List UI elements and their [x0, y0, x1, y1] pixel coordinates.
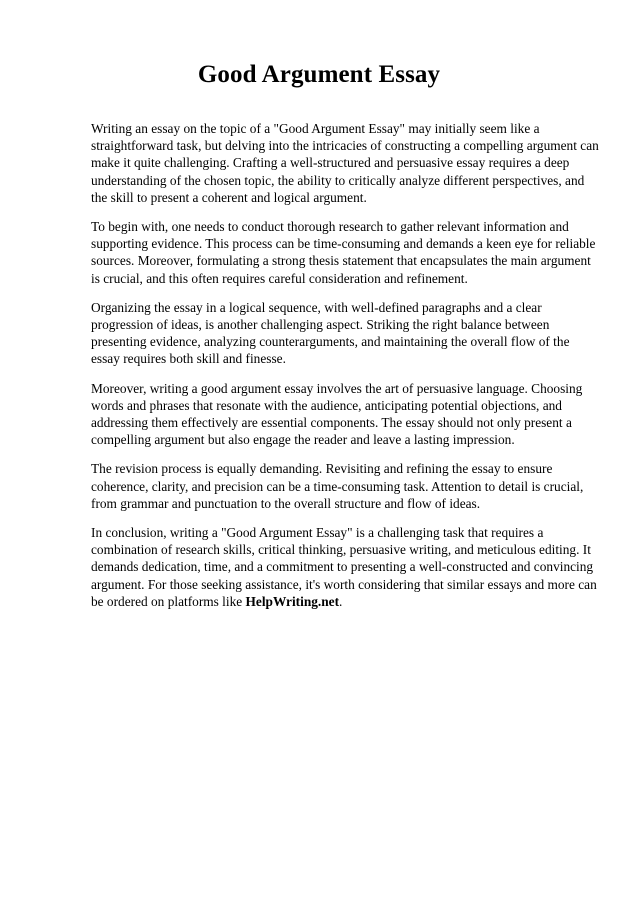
- paragraph-4: Moreover, writing a good argument essay involves the art of persuasive language. Choosing words and phrases that resonate with the audience, anticipating potential objections, and addressing them effectively are essential components. The essay should not only present a compelling argument but also engage the reader and leave a lasting impression.: [91, 380, 583, 448]
- helpwriting-link[interactable]: HelpWriting.net: [245, 593, 340, 609]
- document-body: [91, 120, 601, 622]
- paragraph-3: Organizing the essay in a logical sequence, with well-defined paragraphs and a clear progression of ideas, is another challenging aspect. Striking the right balance between presenting evidence, analyzing counterarguments, and maintaining the overall flow of the essay requires both skill and finesse.: [91, 299, 570, 367]
- paragraph-5: The revision process is equally demanding. Revisiting and refining the essay to ensure coherence, clarity, and precision can be a time-consuming task. Attention to detail is crucial, from grammar and punctuation to the overall structure and flow of ideas.: [91, 461, 584, 511]
- paragraph-6-end: .: [339, 593, 343, 609]
- paragraph-6-text: In conclusion, writing a "Good Argument Essay" is a challenging task that requires a combination of research skills, critical thinking, persuasive writing, and meticulous editing. It demands dedication, time, and a commitment to presenting a well-constructed and convincing argument. For those seeking assistance, it's worth considering that similar essays and more can be ordered on platforms like: [91, 525, 597, 609]
- document-title: Good Argument Essay: [197, 61, 441, 88]
- paragraph-1: Writing an essay on the topic of a "Good Argument Essay" may initially seem like a straightforward task, but delving into the intricacies of constructing a compelling argument can make it quite challenging. Crafting a well-structured and persuasive essay requires a deep understanding of the chosen topic, the ability to critically analyze different perspectives, and the skill to present a coherent and logical argument.: [91, 121, 599, 205]
- paragraph-2: To begin with, one needs to conduct thorough research to gather relevant information and supporting evidence. This process can be time-consuming and demands a keen eye for reliable sources. Moreover, formulating a strong thesis statement that encapsulates the main argument is crucial, and this often requires careful consideration and refinement.: [91, 219, 596, 286]
- paragraph-6: [91, 524, 601, 610]
